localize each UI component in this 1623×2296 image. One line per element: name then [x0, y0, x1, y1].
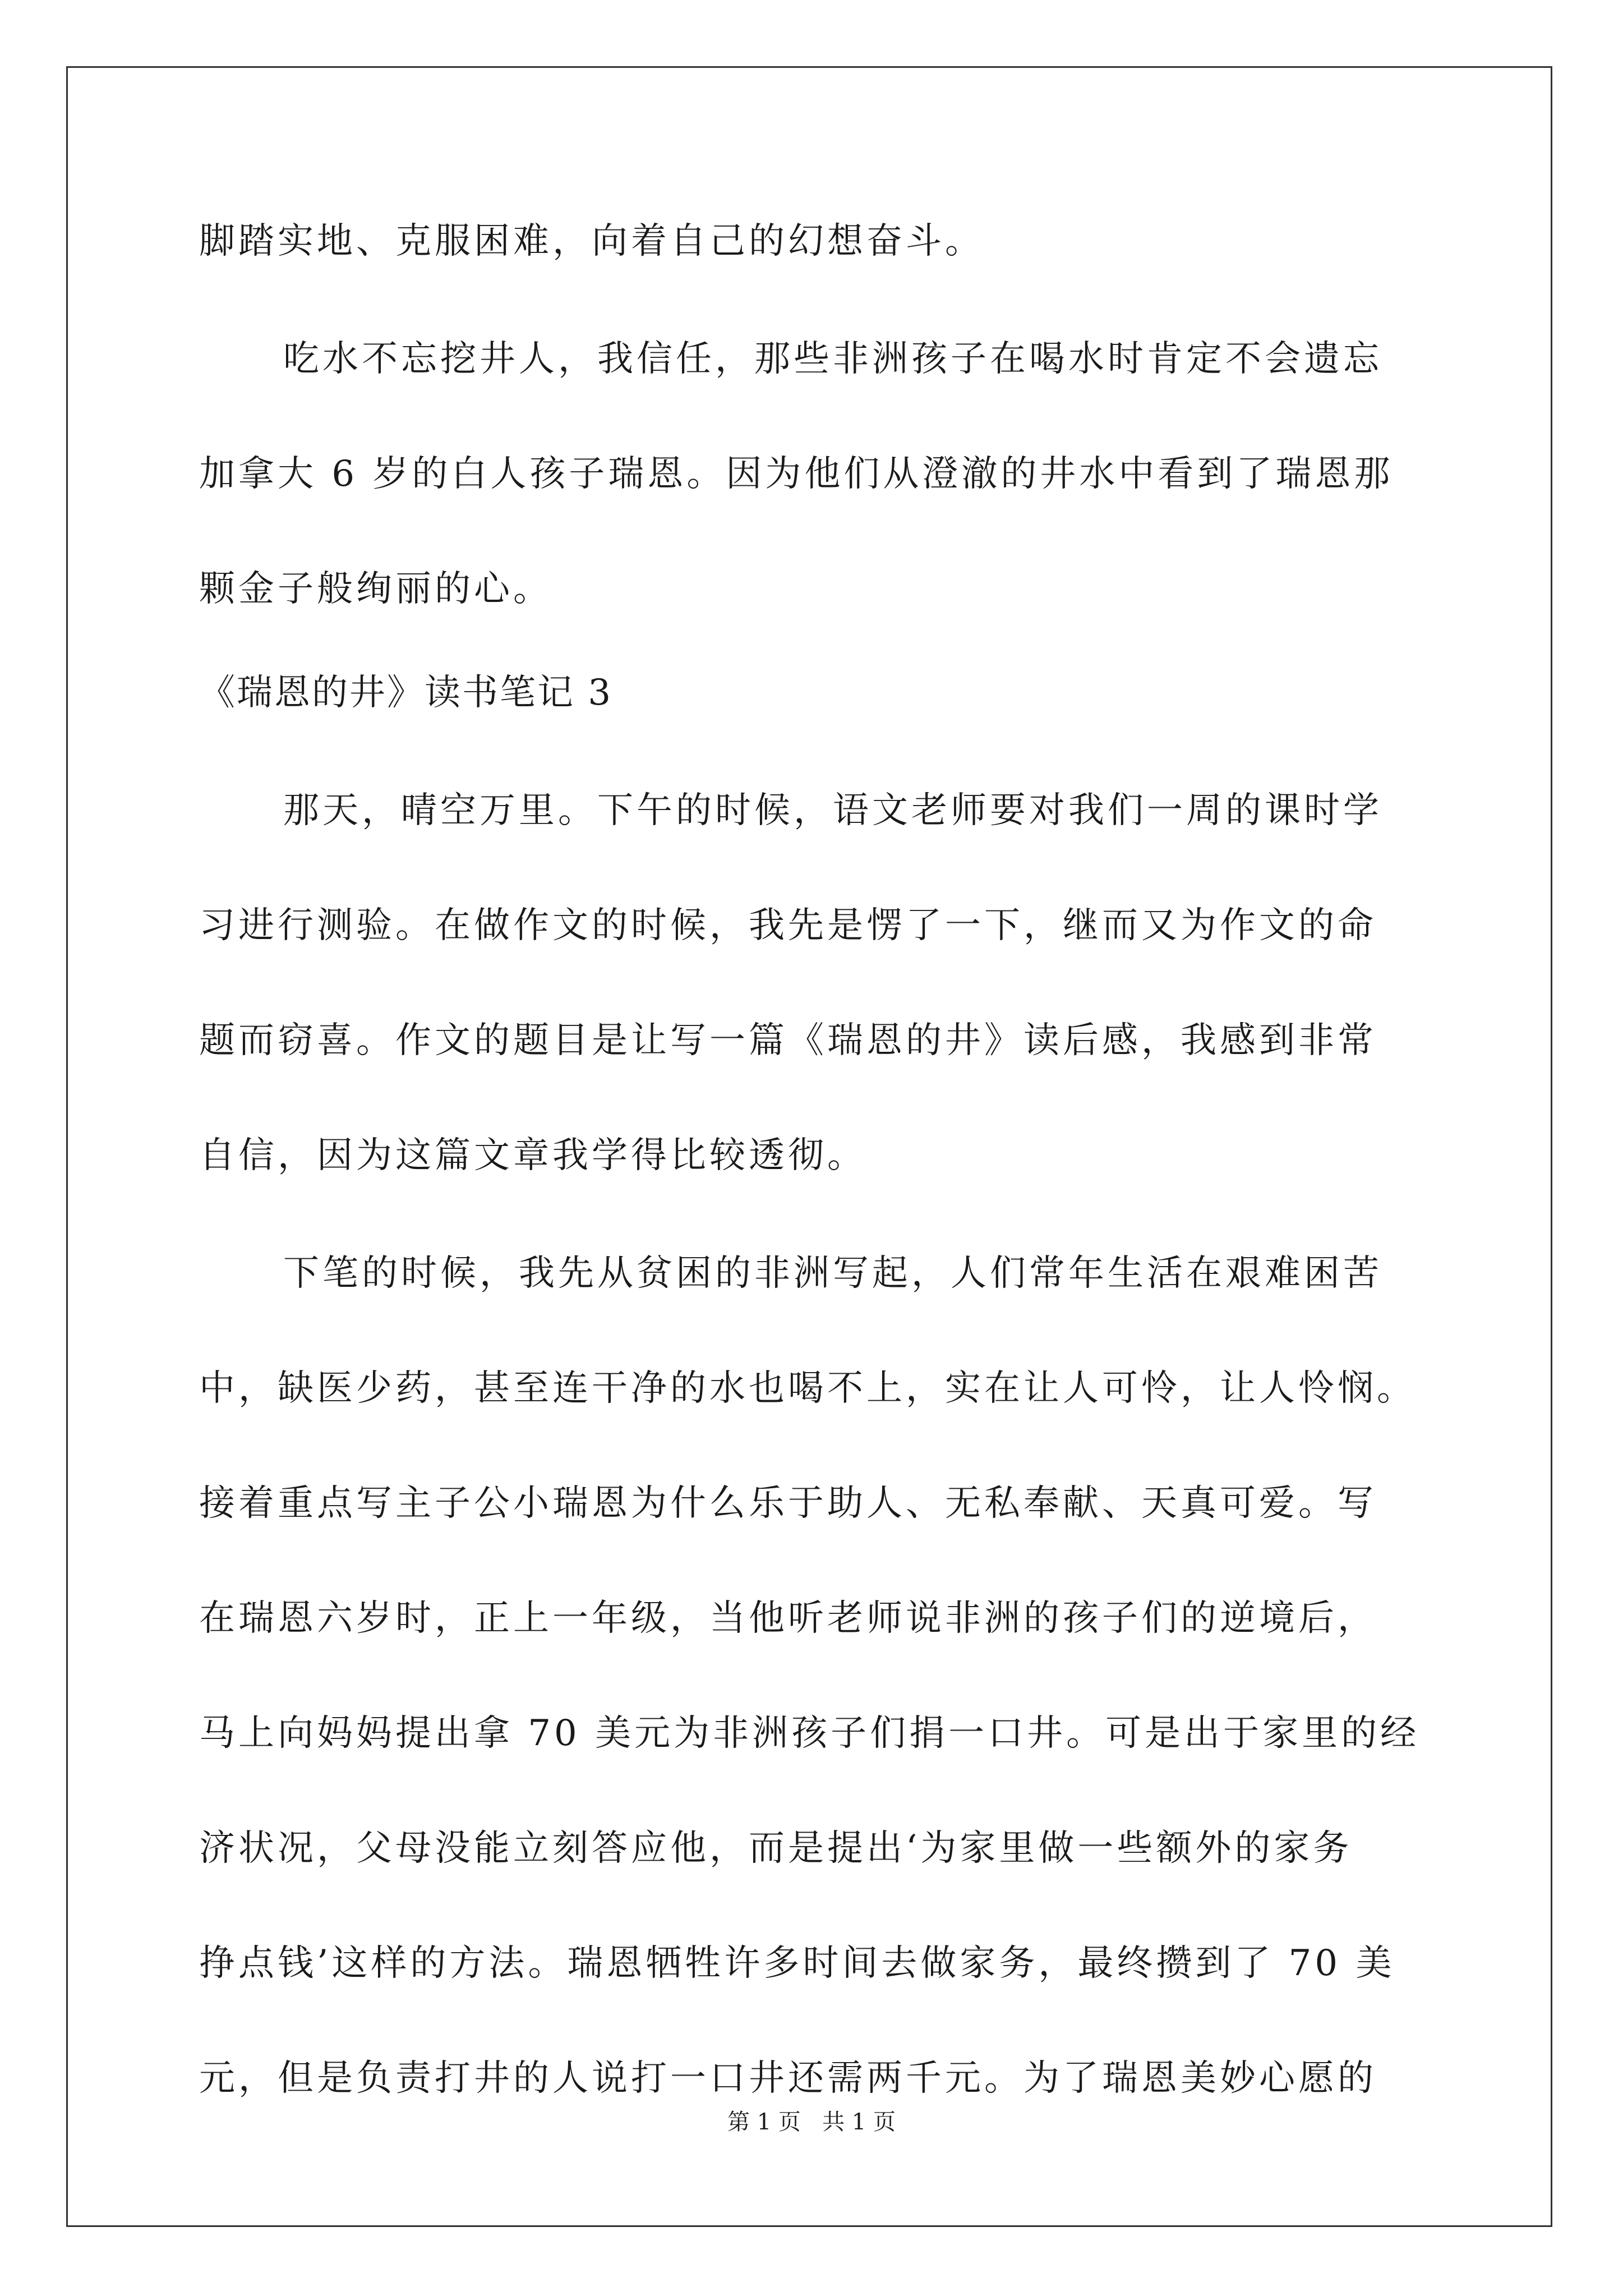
- body-line-7: 习进行测验。在做作文的时候，我先是愣了一下，继而又为作文的命: [199, 905, 1377, 946]
- body-line-8: 题而窃喜。作文的题目是让写一篇《瑞恩的井》读后感，我感到非常: [199, 1020, 1377, 1061]
- body-line-6: 那天，晴空万里。下午的时候，语文老师要对我们一周的课时学: [283, 790, 1382, 831]
- body-line-3: 加拿大 6 岁的白人孩子瑞恩。因为他们从澄澈的井水中看到了瑞恩那: [199, 453, 1394, 495]
- body-line-15: 济状况，父母没能立刻答应他，而是提出‘为家里做一些额外的家务: [199, 1828, 1353, 1869]
- body-line-11: 中，缺医少药，甚至连干净的水也喝不上，实在让人可怜，让人怜悯。: [199, 1368, 1416, 1409]
- body-line-16: 挣点钱’这样的方法。瑞恩牺牲许多时间去做家务，最终攒到了 70 美: [199, 1943, 1395, 1984]
- body-line-13: 在瑞恩六岁时，正上一年级，当他听老师说非洲的孩子们的逆境后，: [199, 1598, 1377, 1639]
- body-line-12: 接着重点写主子公小瑞恩为什么乐于助人、无私奉献、天真可爱。写: [199, 1483, 1377, 1524]
- body-line-2: 吃水不忘挖井人，我信任，那些非洲孩子在喝水时肯定不会遗忘: [283, 338, 1382, 380]
- page-footer: 第 1 页 共 1 页: [727, 2109, 896, 2135]
- body-line-14: 马上向妈妈提出拿 70 美元为非洲孩子们捐一口井。可是出于家里的经: [199, 1713, 1420, 1754]
- body-line-1: 脚踏实地、克服困难，向着自己的幻想奋斗。: [199, 220, 984, 262]
- body-line-17: 元，但是负责打井的人说打一口井还需两千元。为了瑞恩美妙心愿的: [199, 2058, 1377, 2099]
- body-line-10: 下笔的时候，我先从贫困的非洲写起，人们常年生活在艰难困苦: [283, 1253, 1382, 1294]
- body-line-4: 颗金子般绚丽的心。: [199, 568, 552, 610]
- section-heading: 《瑞恩的井》读书笔记 3: [199, 672, 613, 714]
- body-line-9: 自信，因为这篇文章我学得比较透彻。: [199, 1135, 866, 1176]
